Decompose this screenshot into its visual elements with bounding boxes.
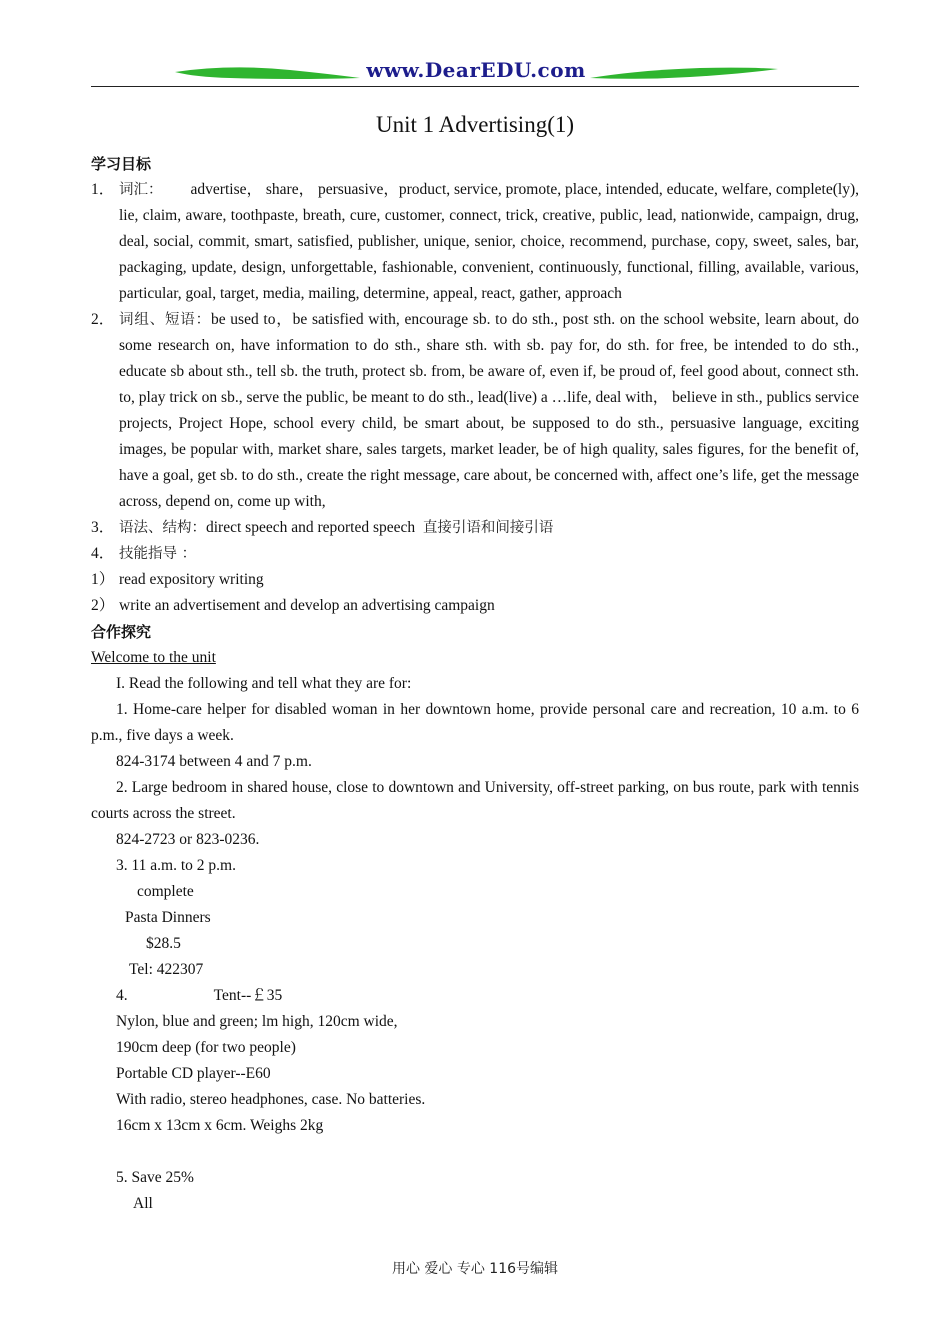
- skill-text: read expository writing: [119, 571, 264, 588]
- goal-item-grammar: [91, 515, 859, 541]
- ad-3-hours: 3. 11 a.m. to 2 p.m.: [116, 857, 236, 874]
- goal-label: 技能指导 ：: [119, 546, 197, 562]
- goal-number: 4．: [91, 545, 115, 562]
- task-instruction: I. Read the following and tell what they are for:: [116, 675, 412, 692]
- ad-4-line: 16cm x 13cm x 6cm. Weighs 2kg: [116, 1117, 324, 1134]
- ad-4-line: Portable CD player--E60: [116, 1065, 271, 1082]
- ad-2-phone: 824-2723 or 823-0236.: [116, 831, 260, 848]
- ad-4-tent: Tent--￡35: [213, 987, 283, 1004]
- page-footer: 用心 爱心 专心 116号编辑: [391, 1261, 559, 1277]
- ad-3-phone: Tel: 422307: [129, 961, 204, 978]
- ad-3-line: complete: [137, 883, 194, 900]
- goal-text: be used to，be satisfied with, encourage sb. to do sth., post sth. on the school website, learn about, do some research on, have information to do sth., share sth. with sb. pay for, do sth. for free, be intended to do sth., educate sb about sth., tell sb. the truth, protect sb. from, be aware of, even if, be proud of, feel good about, connect sth. to, play trick on sb., serve the public, be meant to do sth., lead(live) a …life, deal with， believe in sth., publics service projects, Project Hope, school every child, be smart about, be supposed to do sth., persuasive language, exciting images, be popular with, market share, sales targets, market leader, be of high quality, sales figures, for the benefit of, have a goal, get sb. to do sth., create the right message, care about, be concerned with, affect one’s life, get the message across, depend on, come up with,: [119, 311, 860, 510]
- skill-text: write an advertisement and develop an advertising campaign: [119, 597, 495, 614]
- skill-number: 1）: [91, 571, 115, 588]
- section-heading-explore: 合作探究: [91, 623, 152, 641]
- goal-text: advertise， share， persuasive，product, service, promote, place, intended, educate, welfare, complete(ly), lie, claim, aware, toothpaste, breath, cure, customer, connect, trick, creative, public, lead, nationwide, campaign, drug, deal, social, commit, smart, satisfied, publisher, unique, senior, choice, recommend, purchase, copy, sweet, sales, bar, packaging, update, design, unforgettable, fashionable, convenient, continuously, functional, filling, available, various, particular, goal, target, media, mailing, determine, appeal, react, gather, approach: [119, 181, 859, 302]
- ad-3-price: $28.5: [146, 935, 181, 952]
- section-heading-goals: 学习目标: [91, 155, 152, 173]
- page-title: Unit 1 Advertising(1): [375, 112, 575, 137]
- goal-label: 词汇：: [119, 182, 163, 198]
- goal-item-vocabulary: [91, 177, 859, 307]
- ad-1-phone: 824-3174 between 4 and 7 p.m.: [116, 753, 312, 770]
- goal-number: 3．: [91, 519, 115, 536]
- goal-item-phrases: [91, 307, 859, 515]
- ad-5-line: 5. Save 25%: [116, 1169, 194, 1186]
- ad-4-number: 4.: [116, 987, 128, 1004]
- ad-4-line: Nylon, blue and green; lm high, 120cm wide,: [116, 1013, 398, 1030]
- document-body: [91, 151, 859, 1217]
- ad-3-line: Pasta Dinners: [125, 909, 211, 926]
- goal-label: 语法、结构：: [119, 520, 206, 536]
- goal-number: 2．: [91, 311, 115, 328]
- header-rule: [91, 86, 859, 87]
- goal-label: 词组、短语：: [119, 312, 211, 328]
- goal-item-skills: [91, 541, 859, 567]
- skill-item: [91, 567, 859, 593]
- ad-1-text: 1. Home-care helper for disabled woman in her downtown home, provide personal care and recreation, 10 a.m. to 6 p.m., five days a week.: [91, 701, 859, 744]
- logo-text: www.DearEDU.com: [366, 58, 586, 82]
- skill-item: [91, 593, 859, 619]
- welcome-link[interactable]: Welcome to the unit: [91, 649, 216, 666]
- ad-5-line: All: [133, 1195, 153, 1212]
- ad-4-line: 190cm deep (for two people): [116, 1039, 296, 1056]
- goal-number: 1．: [91, 181, 115, 198]
- skill-number: 2）: [91, 597, 115, 614]
- ad-4-heading: [91, 983, 859, 1009]
- goal-text-cn: 直接引语和间接引语: [422, 520, 554, 536]
- goal-text: direct speech and reported speech: [206, 519, 416, 536]
- ad-4-line: With radio, stereo headphones, case. No batteries.: [116, 1091, 426, 1108]
- ad-2-text: 2. Large bedroom in shared house, close to downtown and University, off-street parking, on bus route, park with tennis courts across the street.: [91, 779, 859, 822]
